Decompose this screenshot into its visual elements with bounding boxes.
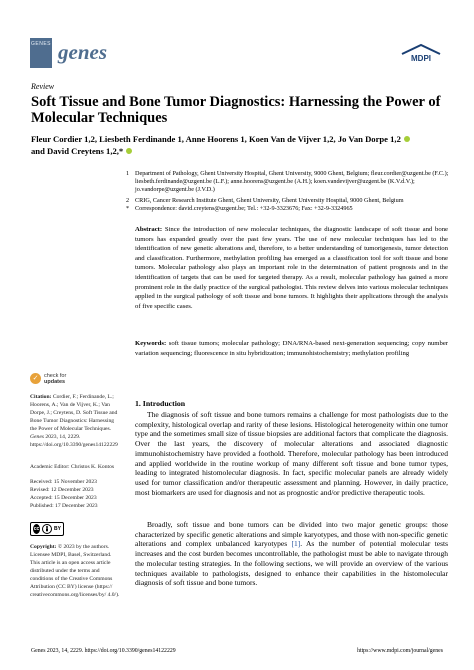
orcid-icon[interactable] [126,148,132,154]
cc-icon: cc [33,526,40,532]
cc-by-license-badge[interactable]: cc BY [30,522,64,536]
keywords-text: soft tissue tumors; molecular pathology; DNA/RNA-based next-generation sequencing; copy number variation sequencing; fluorescence in situ hybridization; immunohistochemistry; methylation profiling [135,340,449,357]
affiliation-2: 2 CRIG, Cancer Research Institute Ghent, Ghent University, Ghent University Hospital, 9000 Ghent, Belgium [126,197,404,204]
footer-citation[interactable]: Genes 2023, 14, 2229. https://doi.org/10.3390/genes14122229 [31,648,176,654]
keywords [135,339,448,358]
intro-paragraph-2: Broadly, soft tissue and bone tumors can be divided into two major genetic groups: those characterized by specific genetic alterations and simple karyotypes, and those with non-specific genetic alterations and complex unbalanced karyotypes [1]. As the number of potential molecular tests increases and the cost burden becomes uncontrollable, the pathologist must be able to navigate through the molecular testing strategies. In the following sections, we will provide an overview of the various techniques available to pathologists, designed to enhance their capabilities in the histomolecular diagnosis of soft tissue and bone tumors. [135,520,448,588]
publisher-logo[interactable] [400,42,442,64]
reference-link[interactable]: [1] [291,539,301,549]
authors-line-2[interactable]: and David Creytens 1,2,* [31,146,124,156]
revised-date: Revised: 12 December 2023 [30,487,94,493]
article-type: Review [31,82,55,91]
article-title: Soft Tissue and Bone Tumor Diagnostics: Harnessing the Power of Molecular Techniques [31,94,441,126]
publisher-name: MDPI [411,54,431,63]
academic-editor: Academic Editor: Christos K. Kontos [30,464,115,470]
abstract [135,225,448,311]
keywords-label: Keywords: [135,340,167,347]
authors-line-1[interactable]: Fleur Cordier 1,2, Liesbeth Ferdinande 1, Anne Hoorens 1, Koen Van de Vijver 1,2, Jo Van Dorpe 1,2 [31,134,401,144]
journal-logo: GENES [30,38,52,68]
journal-name[interactable]: genes [58,40,107,64]
abstract-label: Abstract: [135,226,163,233]
footer-journal-url[interactable]: https://www.mdpi.com/journal/genes [357,648,443,654]
check-updates-icon: ✓ [30,373,41,384]
dates-block [30,478,122,510]
published-date: Published: 17 December 2023 [30,503,98,509]
orcid-icon[interactable] [404,136,410,142]
intro-paragraph-1: The diagnosis of soft tissue and bone tumors remains a challenge for most pathologists due to the complexity, histological overlap and rarity of these lesions. Histological heterogeneity within one tumor type and the sometimes small size of tissue biopsies are additional factors that complicate the diagnosis. Over the last years, the discovery of molecular alterations and associated diagnostic immunohistochemistry have provided a foothold. Therefore, molecular pathology has been introduced and applied worldwide in the routine workup of many different soft tissue and bone tumor types, leading to integrated histomolecular diagnosis. In fact, specific molecular panels are already widely used for tumor classification and/or therapeutic assessment and planning. However, in daily practice, most biomarkers are used for diagnosis and not as prognostic and/or predictive therapeutic tools. [135,410,448,497]
correspondence: * Correspondence: david.creytens@uzgent.be; Tel.: +32-9-3323676; Fax: +32-9-3324965 [126,205,353,212]
by-icon [42,524,52,534]
abstract-text: Since the introduction of new molecular techniques, the diagnostic landscape of soft tissue and bone tumors has expanded greatly over the past few years. The use of new molecular techniques has led to the identification of new genetic alterations and, therefore, to a better understanding of tumorigenesis, tumor detection and classification. Furthermore, methylation profiling has emerged as a classification tool for soft tissue and bone tumors. Molecular pathology also plays an important role in the determination of patient prognosis and in the identification of targets that can be used for targeted therapy. As a result, molecular pathology has gained a more prominent role in the daily practice of the surgical pathologist. This review delves into various molecular techniques applied in the surgical pathology of soft tissue and bone tumors. It highlights their applications through the analysis of five specific cases. [135,226,449,310]
citation-block: Citation: Cordier, F.; Ferdinande, L.; Hoorens, A.; Van de Vijver, K.; Van Dorpe, J.; Creytens, D. Soft Tissue and Bone Tumor Diagnostics: Harnessing the Power of Molecular Techniques. Genes 2023, 14, 2229. https://doi.org/10.3390/genes14122229 [30,394,118,448]
received-date: Received: 15 November 2023 [30,479,97,485]
copyright-block: Copyright: © 2023 by the authors. Licensee MDPI, Basel, Switzerland. This article is an open access article distributed under the terms and conditions of the Creative Commons Attribution (CC BY) license (https:// creativecommons.org/licenses/by/ 4.0/). [30,544,120,598]
check-for-updates-button[interactable]: ✓ check for updates [30,372,100,386]
section-heading: 1. Introduction [135,399,186,408]
affiliation-1: 1 Department of Pathology, Ghent University Hospital, Ghent University, 9000 Ghent, Belgium; fleur.cordier@uzgent.be (F.C.); liesbeth.ferdinande@uzgent.be (L.F.); anne.hoorens@uzgent.be (A.H.); koen.vandevijver@uzgent.be (K.V.d.V.); jo.vandorpe@uzgent.be (J.V.D.) [126,170,449,193]
author-list [31,133,451,157]
accepted-date: Accepted: 15 December 2023 [30,495,97,501]
